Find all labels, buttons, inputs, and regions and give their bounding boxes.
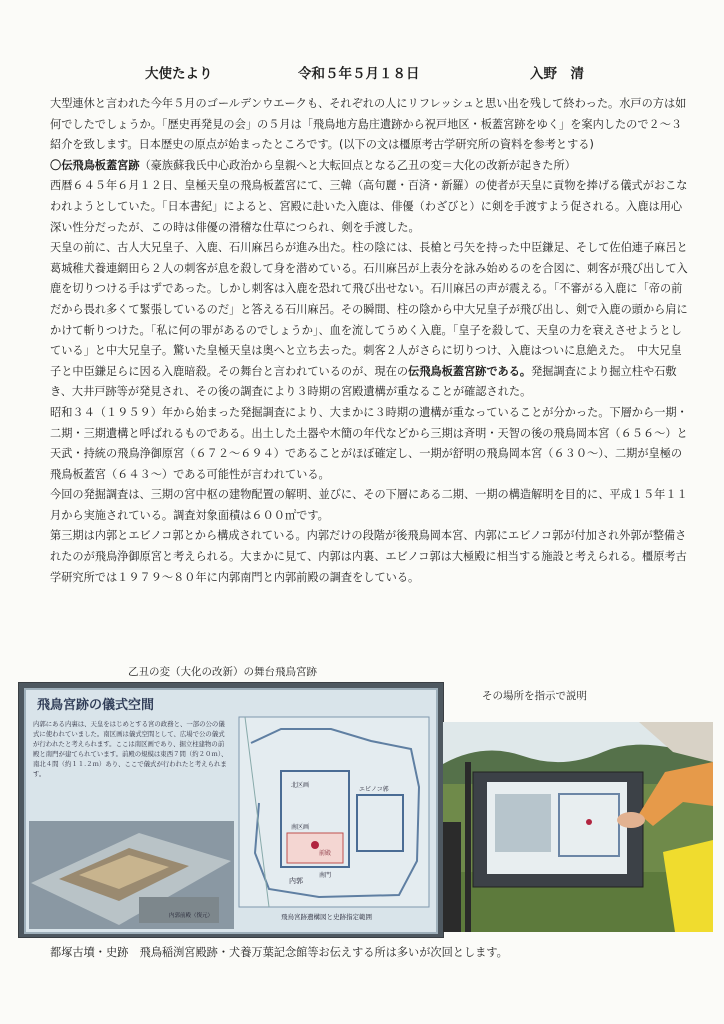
paragraph-assassination-end: 発掘調査により掘立柱や石敷き、大井戸跡等が発見され、その後の調査により３時期の宮殿遺構が重なることが確認された。: [50, 364, 677, 399]
map-label-front-hall: 前殿: [319, 850, 332, 857]
newsletter-date: 令和５年５月１８日: [298, 66, 420, 82]
site-map: [239, 717, 429, 921]
sign-board-illustration: [19, 683, 443, 937]
paragraph-assassination: [50, 238, 690, 403]
pointing-photo-illustration: [443, 722, 713, 932]
section-heading-title: 〇伝飛鳥板蓋宮跡: [50, 158, 140, 172]
section-heading: [50, 156, 690, 177]
map-label-south-block: 南区画: [291, 824, 310, 831]
map-label-south-gate: 南門: [319, 872, 332, 879]
section-heading-note: （豪族蘇我氏中心政治から皇親へと大転回点となる乙丑の変＝大化の改新が起きた所）: [139, 158, 576, 172]
newsletter-header: [0, 62, 724, 82]
model-label: 内郭前殿（復元）: [169, 913, 214, 919]
newsletter-author: 入野 清: [530, 66, 584, 82]
pointing-photo: [443, 722, 713, 932]
sign-board-photo: [18, 682, 444, 938]
photo-caption-left: 乙丑の変（大化の改新）の舞台飛鳥宮跡: [128, 666, 317, 678]
map-label-ebinoko: エビノコ郭: [359, 786, 389, 793]
footer-note: 都塚古墳・史跡 飛鳥稲渕宮殿跡・犬養万葉記念館等お伝えする所は多いが次回とします。: [50, 946, 508, 959]
article-body: [50, 94, 690, 588]
paragraph-third-period: 第三期は内郭とエビノコ郭とから構成されている。内郭だけの段階が後飛鳥岡本宮、内郭にエビノコ郭が付加され外郭が整備されたのが飛鳥浄御原宮と考えられる。大まかに見て、内郭は内裏、エビノコ郭は大極殿に相当する施設と考えられる。橿原考古学研究所では１９７９〜８０年に内郭南門と内郭前殿の調査をしている。: [50, 529, 687, 584]
paragraph-assassination-text: 天皇の前に、古人大兄皇子、入鹿、石川麻呂らが進み出た。柱の陰には、長槍と弓矢を持った中臣鎌足、そして佐伯連子麻呂と葛城稚犬養連網田ら２人の刺客が息を殺して身を潜めている。石川麻呂が上表分を詠み始めるのを合図に、刺客が飛び出して入鹿を切りつける手はずであった。しかし刺客は入鹿を恐れて飛び出せない。石川麻呂の声が震える。「不審がる入鹿に「帝の前だから畏れ多くて緊張しているのだ」と答える石川麻呂。その瞬間、柱の陰から中大兄皇子が飛び出し、剣で入鹿の頭から肩にかけて斬りつけた。「私に何の罪があるのでしょうか」、血を流してうめく入鹿。「皇子を殺して、天皇の力を衰えさせようとしている」と中大兄皇子。驚いた皇極天皇は奥へと立ち去った。刺客２人がさらに切りつけ、入鹿はついに息絶えた。 中大兄皇子と中臣鎌足らに因る入鹿暗殺。その舞台と言われているのが、現在の: [50, 241, 688, 378]
intro-paragraph: 大型連休と言われた今年５月のゴールデンウエークも、それぞれの人にリフレッシュと思い出を残して終わった。水戸の方は如何でしたでしょうか。「歴史再発見の会」の５月は「飛鳥地方島庄遺跡から祝戸地区・板蓋宮跡をゆく」を案内したので２〜３紹介を致します。日本歴史の原点が始まったところです。(以下の文は橿原考古学研究所の資料を参考とする): [50, 97, 687, 152]
photo-caption-right: その場所を指示で説明: [482, 690, 587, 702]
map-label-inner: 内郭: [289, 877, 303, 885]
paragraph-current-survey: 今回の発掘調査は、三期の宮中枢の建物配置の解明、並びに、その下層にある二期、一期の構造解明を目的に、平成１５年１１月から実施されている。調査対象面積は６００㎡です。: [50, 488, 688, 522]
palace-model-image: [29, 821, 234, 929]
map-caption: 飛鳥宮跡遺構図と史跡指定範囲: [281, 913, 372, 921]
paragraph-assassination-bold: 伝飛鳥板蓋宮跡である。: [408, 364, 532, 378]
sign-title: 飛鳥宮跡の儀式空間: [37, 698, 155, 713]
paragraph-excavation: 昭和３４（１９５９）年から始まった発掘調査により、大まかに３時期の遺構が重なっていることが分かった。下層から一期・二期・三期遺構と呼ばれるものである。出土した土器や木簡の年代などから三期は斉明・天智の後の飛鳥岡本宮（６５６〜）と天武・持統の飛鳥浄御原宮（６７２〜６９４）であることがほぼ確定し、一期が舒明の飛鳥岡本宮（６３０〜）、二期が皇極の飛鳥板蓋宮（６４３〜）である可能性が言われている。: [50, 405, 688, 481]
newsletter-title: 大使たより: [145, 66, 213, 82]
paragraph-ceremony: 西暦６４５年６月１２日、皇極天皇の飛鳥板蓋宮にて、三韓（高句麗・百済・新羅）の使者が天皇に貢物を捧げる儀式がおこなわれようとしていた。「日本書紀」によると、宮殿に赴いた入鹿は、俳優（わざびと）に剣を手渡すよう促される。入鹿は用心深い性分だったが、この時は俳優の滑稽な仕草につられ、剣を手渡した。: [50, 179, 688, 234]
map-label-north-block: 北区画: [291, 782, 310, 789]
sign-description: 内郭にある内裏は、天皇をはじめとする宮の政務と、一部の公の儀式に使われていました。南区画は儀式空間として、広場で公の儀式が行われたと考えられます。ここは南区画であり、掘立柱建物の前殿と南門が建てられています。前殿の規模は東西７間（約２０ｍ）、南北４間（約１１.２ｍ）あり、ここで儀式が行われたと考えられます。: [33, 720, 228, 778]
